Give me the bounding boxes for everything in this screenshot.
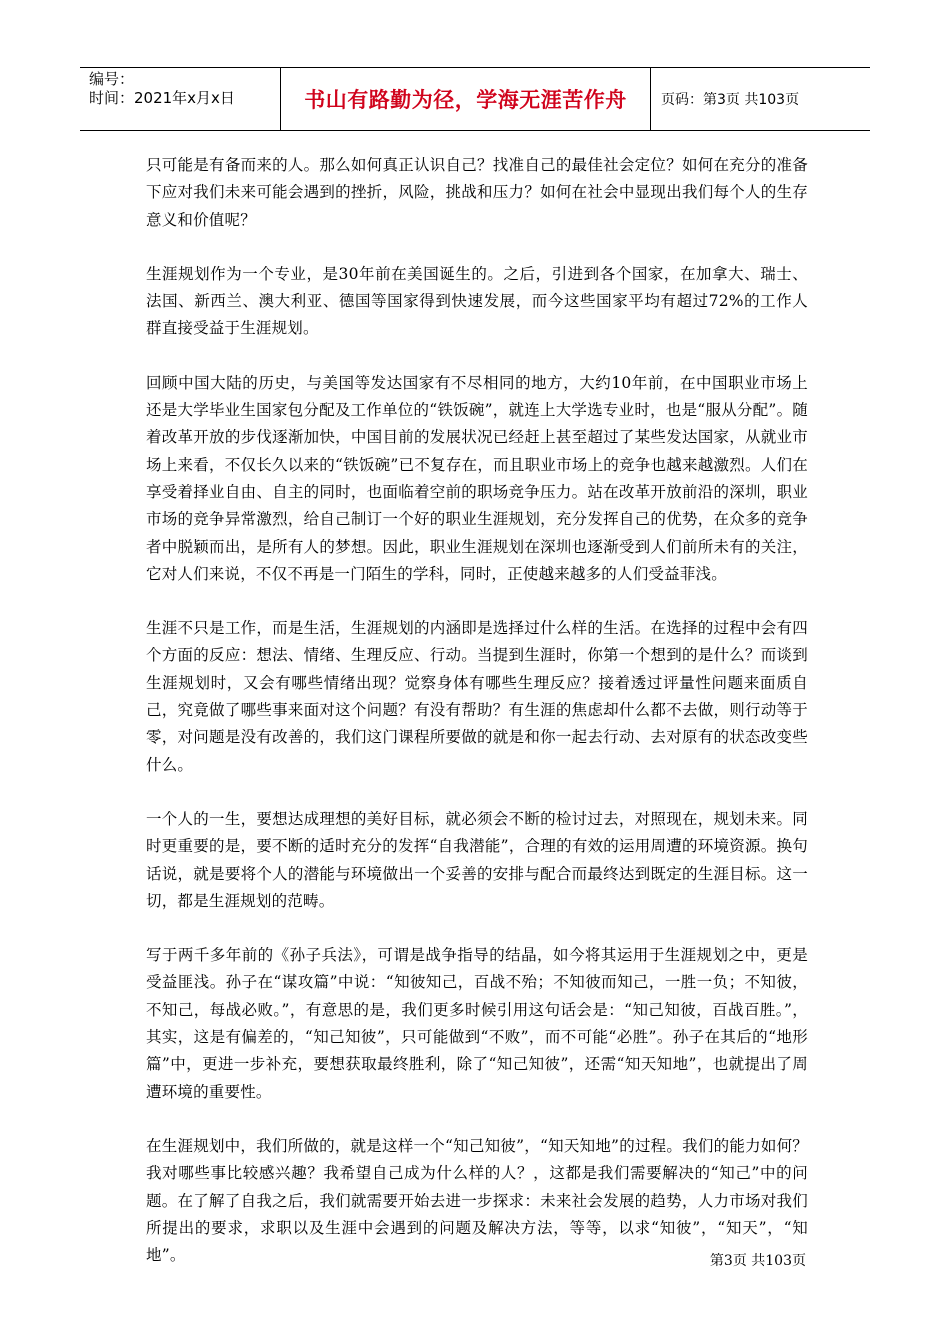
header-motto: 书山有路勤为径，学海无涯苦作舟 [281,68,651,130]
paragraph-4: 生涯不只是工作，而是生活，生涯规划的内涵即是选择过什么样的生活。在选择的过程中会有四个方面的反应：想法、情绪、生理反应、行动。当提到生涯时，你第一个想到的是什么？而谈到生涯规划时，又会有哪些情绪出现？觉察身体有哪些生理反应？接着透过评量性问题来面质自己，究竟做了哪些事来面对这个问题？有没有帮助？有生涯的焦虑却什么都不去做，则行动等于零，对问题是没有改善的，我们这门课程所要做的就是和你一起去行动、去对原有的状态改变些什么。 [146,619,808,774]
document-body [146,152,808,1296]
paragraph-2: 生涯规划作为一个专业，是30年前在美国诞生的。之后，引进到各个国家，在加拿大、瑞士、法国、新西兰、澳大利亚、德国等国家得到快速发展，而今这些国家平均有超过72%的工作人群直接受益于生涯规划。 [146,264,808,338]
page-footer: 第3页 共103页 [709,1253,806,1269]
header-page-code: 页码：第3页 共103页 [661,92,800,108]
time-label: 时间：2021年x月x日 [89,89,235,107]
paragraph-1: 只可能是有备而来的人。那么如何真正认识自己？找准自己的最佳社会定位？如何在充分的准备下应对我们未来可能会遇到的挫折，风险，挑战和压力？如何在社会中显现出我们每个人的生存意义和价值呢？ [146,156,808,229]
header-meta [80,68,281,130]
paragraph-5: 一个人的一生，要想达成理想的美好目标，就必须会不断的检讨过去，对照现在，规划未来。同时更重要的是，要不断的适时充分的发挥“自我潜能”，合理的有效的运用周遭的环境资源。换句话说，就是要将个人的潜能与环境做出一个妥善的安排与配合而最终达到既定的生涯目标。这一切，都是生涯规划的范畴。 [146,809,808,910]
paragraph-6: 写于两千多年前的《孙子兵法》，可谓是战争指导的结晶，如今将其运用于生涯规划之中，更是受益匪浅。孙子在“谋攻篇”中说：“知彼知己，百战不殆；不知彼而知己，一胜一负；不知彼，不知己，每战必败。”，有意思的是，我们更多时候引用这句话会是：“知己知彼，百战百胜。”，其实，这是有偏差的，“知己知彼”，只可能做到“不败”，而不可能“必胜”。孙子在其后的“地形篇”中，更进一步补充，要想获取最终胜利，除了“知己知彼”，还需“知天知地”，也就提出了周遭环境的重要性。 [146,946,808,1101]
page-header [80,67,870,131]
paragraph-3: 回顾中国大陆的历史，与美国等发达国家有不尽相同的地方，大约10年前，在中国职业市场上还是大学毕业生国家包分配及工作单位的“铁饭碗”，就连上大学选专业时，也是“服从分配”。随着改革开放的步伐逐渐加快，中国目前的发展状况已经赶上甚至超过了某些发达国家，从就业市场上来看，不仅长久以来的“铁饭碗”已不复存在，而且职业市场上的竞争也越来越激烈。人们在享受着择业自由、自主的同时，也面临着空前的职场竞争压力。站在改革开放前沿的深圳，职业市场的竞争异常激烈，给自己制订一个好的职业生涯规划，充分发挥自己的优势，在众多的竞争者中脱颖而出，是所有人的梦想。因此，职业生涯规划在深圳也逐渐受到人们前所未有的关注，它对人们来说，不仅不再是一门陌生的学科，同时，正使越来越多的人们受益菲浅。 [146,373,808,583]
number-label: 编号： [89,70,135,88]
paragraph-7: 在生涯规划中，我们所做的，就是这样一个“知己知彼”，“知天知地”的过程。我们的能力如何？我对哪些事比较感兴趣？我希望自己成为什么样的人？，这都是我们需要解决的“知己”中的问题。在了解了自我之后，我们就需要开始去进一步探求：未来社会发展的趋势，人力市场对我们所提出的要求，求职以及生涯中会遇到的问题及解决方法，等等，以求“知彼”，“知天”，“知地”。 [146,1136,808,1265]
